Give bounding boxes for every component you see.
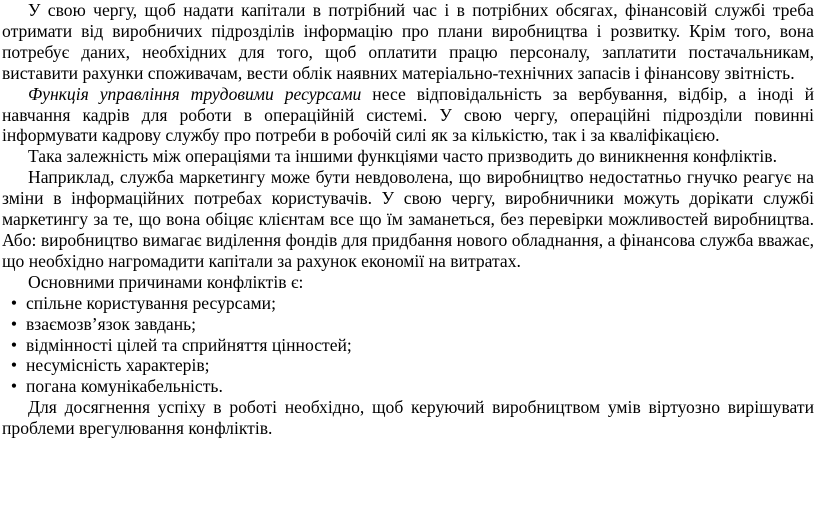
list-item	[2, 314, 814, 335]
paragraph-text: Основними причинами конфліктів є:	[28, 271, 304, 292]
paragraph-hr-function	[2, 84, 814, 147]
paragraph-text: Наприклад, служба маркетингу може бути невдоволена, що виробництво недостатньо гнучко реагує на зміни в інформаційних потребах користувачів. У свою чергу, виробничники можуть дорікати службі маркетингу за те, що вона обіцяє клієнтам все що їм заманеться, без перевірки можливостей виробництва. Або: виробництво вимагає виділення фондів для придбання нового обладнання, а фінансова служба вважає, що необхідно нагромадити капітали за рахунок економії на витратах.	[2, 167, 814, 271]
bullet-icon: •	[10, 376, 18, 397]
list-item	[2, 376, 814, 397]
paragraph-text: Така залежність між операціями та іншими функціями часто призводить до виникнення конфліктів.	[28, 146, 777, 167]
paragraph-conflict-causes-intro	[2, 272, 814, 293]
bullet-icon: •	[10, 292, 18, 313]
bullet-icon: •	[10, 334, 18, 355]
hr-function-term: Функція управління трудовими ресурсами	[28, 83, 362, 104]
bullet-icon: •	[10, 355, 18, 376]
list-item-text: взаємозв’язок завдань;	[26, 313, 197, 334]
paragraph-text: У свою чергу, щоб надати капітали в потрібний час і в потрібних обсягах, фінансовій службі треба отримати від виробничих підрозділів інформацію про плани виробництва і розвитку. Крім того, вона потребує даних, необхідних для того, щоб оплатити працю персоналу, заплатити постачальникам, виставити рахунки споживачам, вести облік наявних матеріально-технічних запасів і фінансову звітність.	[2, 0, 814, 83]
list-item-text: погана комунікабельність.	[26, 376, 223, 397]
paragraph-text: Для досягнення успіху в роботі необхідно, щоб керуючий виробництвом умів віртуозно вирішувати проблеми врегулювання конфліктів.	[2, 397, 814, 439]
bullet-icon: •	[10, 313, 18, 334]
conflict-causes-list	[2, 293, 814, 398]
paragraph-conflict-dependency	[2, 146, 814, 167]
list-item	[2, 293, 814, 314]
list-item-text: несумісність характерів;	[26, 355, 210, 376]
paragraph-text: несе відповідальність за вербування, відбір, а іноді й навчання кадрів для роботи в операційній системі. У свою чергу, операційні підрозділи повинні інформувати кадрову службу про потреби в робочій силі як за кількістю, так і за кваліфікацією.	[2, 83, 814, 146]
list-item	[2, 355, 814, 376]
list-item-text: спільне користування ресурсами;	[26, 292, 276, 313]
list-item-text: відмінності цілей та сприйняття цінностей;	[26, 334, 352, 355]
paragraph-finance-service	[2, 0, 814, 84]
paragraph-marketing-example	[2, 167, 814, 272]
paragraph-closing	[2, 397, 814, 439]
list-item	[2, 335, 814, 356]
